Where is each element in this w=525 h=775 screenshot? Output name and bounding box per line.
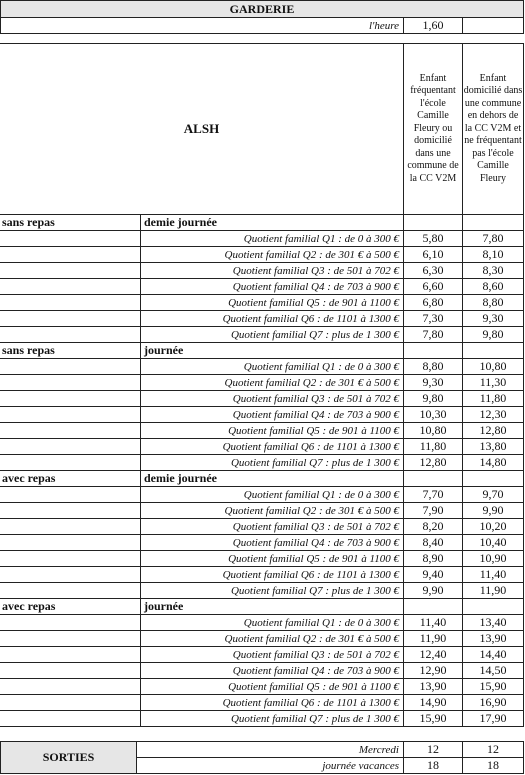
quotient-label: Quotient familial Q3 : de 501 à 702 € (141, 519, 404, 535)
quotient-label: Quotient familial Q2 : de 301 € à 500 € (141, 631, 404, 647)
quotient-label: Quotient familial Q3 : de 501 à 702 € (141, 391, 404, 407)
sorties-row-value: 12 (404, 742, 463, 758)
section-period-label: demie journée (141, 471, 404, 487)
price-non-resident: 13,80 (463, 439, 524, 455)
section-period-label: journée (141, 343, 404, 359)
empty-cell (404, 215, 463, 231)
section-period-label: demie journée (141, 215, 404, 231)
empty-cell (463, 343, 524, 359)
price-resident: 8,80 (404, 359, 463, 375)
quotient-label: Quotient familial Q5 : de 901 à 1100 € (141, 679, 404, 695)
tariff-row (0, 391, 524, 407)
price-non-resident: 8,30 (463, 263, 524, 279)
price-resident: 8,90 (404, 551, 463, 567)
tariff-row (0, 679, 524, 695)
price-resident: 11,90 (404, 631, 463, 647)
empty-cell (0, 423, 141, 439)
empty-cell (0, 263, 141, 279)
price-non-resident: 9,70 (463, 487, 524, 503)
price-resident: 5,80 (404, 231, 463, 247)
price-resident: 12,80 (404, 455, 463, 471)
price-resident: 10,80 (404, 423, 463, 439)
sorties-row-value: 12 (463, 742, 524, 758)
empty-cell (0, 567, 141, 583)
price-non-resident: 14,40 (463, 647, 524, 663)
tariff-row (0, 503, 524, 519)
empty-cell (0, 487, 141, 503)
empty-cell (463, 471, 524, 487)
price-resident: 14,90 (404, 695, 463, 711)
price-resident: 13,90 (404, 679, 463, 695)
price-non-resident: 10,40 (463, 535, 524, 551)
garderie-unit-label: l'heure (1, 18, 404, 34)
tariff-row (0, 519, 524, 535)
price-non-resident: 9,30 (463, 311, 524, 327)
empty-cell (0, 583, 141, 599)
empty-cell (0, 279, 141, 295)
empty-cell (0, 647, 141, 663)
empty-cell (463, 599, 524, 615)
price-non-resident: 11,30 (463, 375, 524, 391)
quotient-label: Quotient familial Q3 : de 501 à 702 € (141, 647, 404, 663)
price-resident: 7,80 (404, 327, 463, 343)
price-resident: 11,40 (404, 615, 463, 631)
quotient-label: Quotient familial Q2 : de 301 € à 500 € (141, 247, 404, 263)
price-non-resident: 10,90 (463, 551, 524, 567)
section-meal-label: sans repas (0, 215, 141, 231)
price-non-resident: 8,10 (463, 247, 524, 263)
section-header-row (0, 599, 524, 615)
quotient-label: Quotient familial Q1 : de 0 à 300 € (141, 615, 404, 631)
price-non-resident: 10,80 (463, 359, 524, 375)
price-non-resident: 12,30 (463, 407, 524, 423)
empty-cell (0, 695, 141, 711)
empty-cell (0, 231, 141, 247)
empty-cell (0, 359, 141, 375)
price-non-resident: 17,90 (463, 711, 524, 727)
tariff-row (0, 279, 524, 295)
empty-cell (0, 247, 141, 263)
quotient-label: Quotient familial Q1 : de 0 à 300 € (141, 231, 404, 247)
empty-cell (404, 471, 463, 487)
price-resident: 10,30 (404, 407, 463, 423)
tariff-row (0, 663, 524, 679)
empty-cell (0, 615, 141, 631)
empty-cell (0, 391, 141, 407)
quotient-label: Quotient familial Q6 : de 1101 à 1300 € (141, 695, 404, 711)
tariff-row (0, 407, 524, 423)
tariff-row (0, 423, 524, 439)
quotient-label: Quotient familial Q1 : de 0 à 300 € (141, 359, 404, 375)
tariff-row (0, 615, 524, 631)
price-non-resident: 15,90 (463, 679, 524, 695)
price-resident: 6,10 (404, 247, 463, 263)
empty-cell (0, 679, 141, 695)
tariff-row (0, 439, 524, 455)
alsh-title: ALSH (0, 44, 404, 215)
price-resident: 9,30 (404, 375, 463, 391)
quotient-label: Quotient familial Q1 : de 0 à 300 € (141, 487, 404, 503)
empty-cell (0, 327, 141, 343)
price-non-resident: 9,80 (463, 327, 524, 343)
tariff-row (0, 231, 524, 247)
garderie-table (0, 0, 524, 34)
price-resident: 8,20 (404, 519, 463, 535)
quotient-label: Quotient familial Q7 : plus de 1 300 € (141, 711, 404, 727)
price-non-resident: 16,90 (463, 695, 524, 711)
price-non-resident: 7,80 (463, 231, 524, 247)
tariff-row (0, 647, 524, 663)
tariff-row (0, 631, 524, 647)
quotient-label: Quotient familial Q5 : de 901 à 1100 € (141, 551, 404, 567)
price-resident: 6,80 (404, 295, 463, 311)
price-resident: 9,90 (404, 583, 463, 599)
quotient-label: Quotient familial Q6 : de 1101 à 1300 € (141, 311, 404, 327)
empty-cell (0, 295, 141, 311)
empty-cell (0, 439, 141, 455)
empty-cell (463, 215, 524, 231)
price-resident: 8,40 (404, 535, 463, 551)
quotient-label: Quotient familial Q4 : de 703 à 900 € (141, 535, 404, 551)
col-header-resident: Enfant fréquentant l'école Camille Fleury ou domicilié dans une commune de la CC V2M (404, 44, 463, 215)
tariff-row (0, 535, 524, 551)
quotient-label: Quotient familial Q7 : plus de 1 300 € (141, 455, 404, 471)
quotient-label: Quotient familial Q7 : plus de 1 300 € (141, 327, 404, 343)
empty-cell (404, 599, 463, 615)
price-non-resident: 8,60 (463, 279, 524, 295)
empty-cell (0, 663, 141, 679)
empty-cell (404, 343, 463, 359)
price-non-resident: 14,50 (463, 663, 524, 679)
quotient-label: Quotient familial Q5 : de 901 à 1100 € (141, 295, 404, 311)
empty-cell (0, 407, 141, 423)
sorties-title: SORTIES (1, 742, 137, 774)
price-resident: 15,90 (404, 711, 463, 727)
empty-cell (0, 519, 141, 535)
section-header-row (0, 343, 524, 359)
price-resident: 12,90 (404, 663, 463, 679)
garderie-title: GARDERIE (1, 1, 524, 18)
price-resident: 9,40 (404, 567, 463, 583)
price-non-resident: 8,80 (463, 295, 524, 311)
section-meal-label: avec repas (0, 599, 141, 615)
tariff-row (0, 567, 524, 583)
price-resident: 9,80 (404, 391, 463, 407)
tariff-row (0, 327, 524, 343)
section-header-row (0, 471, 524, 487)
alsh-table (0, 43, 524, 727)
section-header-row (0, 215, 524, 231)
empty-cell (0, 311, 141, 327)
tariff-row (0, 247, 524, 263)
quotient-label: Quotient familial Q2 : de 301 € à 500 € (141, 375, 404, 391)
price-non-resident: 11,90 (463, 583, 524, 599)
tariff-row (0, 295, 524, 311)
quotient-label: Quotient familial Q6 : de 1101 à 1300 € (141, 439, 404, 455)
tariff-row (0, 263, 524, 279)
sorties-row-label: journée vacances (137, 758, 404, 774)
empty-cell (0, 631, 141, 647)
quotient-label: Quotient familial Q4 : de 703 à 900 € (141, 663, 404, 679)
tariff-row (0, 375, 524, 391)
price-resident: 7,70 (404, 487, 463, 503)
price-non-resident: 13,90 (463, 631, 524, 647)
price-non-resident: 14,80 (463, 455, 524, 471)
price-non-resident: 10,20 (463, 519, 524, 535)
tariff-row (0, 695, 524, 711)
empty-cell (0, 711, 141, 727)
quotient-label: Quotient familial Q4 : de 703 à 900 € (141, 407, 404, 423)
price-non-resident: 12,80 (463, 423, 524, 439)
garderie-price: 1,60 (404, 18, 463, 34)
tariff-row (0, 311, 524, 327)
tariff-row (0, 487, 524, 503)
quotient-label: Quotient familial Q3 : de 501 à 702 € (141, 263, 404, 279)
price-resident: 11,80 (404, 439, 463, 455)
sorties-row-value: 18 (404, 758, 463, 774)
price-resident: 6,30 (404, 263, 463, 279)
tariff-row (0, 455, 524, 471)
quotient-label: Quotient familial Q4 : de 703 à 900 € (141, 279, 404, 295)
quotient-label: Quotient familial Q6 : de 1101 à 1300 € (141, 567, 404, 583)
tariff-row (0, 711, 524, 727)
price-non-resident: 13,40 (463, 615, 524, 631)
col-header-non-resident: Enfant domicilié dans une commune en dehors de la CC V2M et ne fréquentant pas l'école Camille Fleury (463, 44, 524, 215)
tariff-row (0, 551, 524, 567)
price-non-resident: 11,40 (463, 567, 524, 583)
tariff-row (0, 583, 524, 599)
section-meal-label: avec repas (0, 471, 141, 487)
quotient-label: Quotient familial Q5 : de 901 à 1100 € (141, 423, 404, 439)
empty-cell (0, 535, 141, 551)
sorties-row-value: 18 (463, 758, 524, 774)
sorties-row-label: Mercredi (137, 742, 404, 758)
price-non-resident: 9,90 (463, 503, 524, 519)
sorties-table (0, 741, 524, 774)
empty-cell (0, 375, 141, 391)
price-resident: 7,90 (404, 503, 463, 519)
tariff-row (0, 359, 524, 375)
empty-cell (0, 455, 141, 471)
price-resident: 6,60 (404, 279, 463, 295)
empty-cell (0, 503, 141, 519)
quotient-label: Quotient familial Q2 : de 301 € à 500 € (141, 503, 404, 519)
price-resident: 7,30 (404, 311, 463, 327)
empty-cell (0, 551, 141, 567)
quotient-label: Quotient familial Q7 : plus de 1 300 € (141, 583, 404, 599)
section-period-label: journée (141, 599, 404, 615)
price-non-resident: 11,80 (463, 391, 524, 407)
price-resident: 12,40 (404, 647, 463, 663)
section-meal-label: sans repas (0, 343, 141, 359)
